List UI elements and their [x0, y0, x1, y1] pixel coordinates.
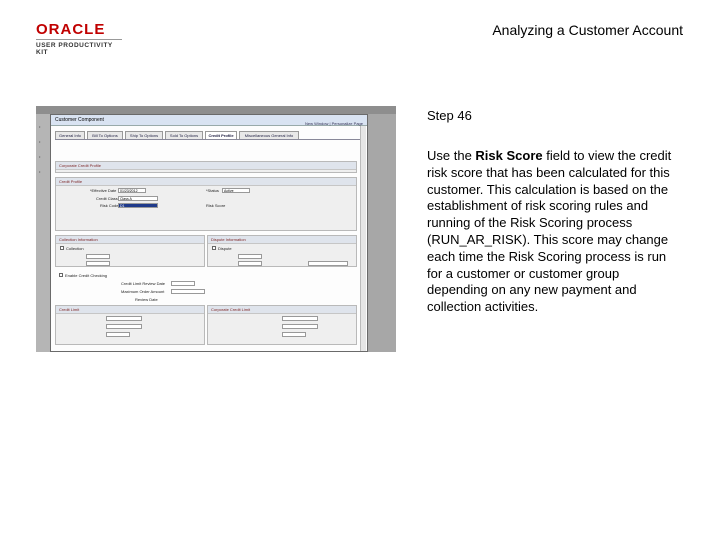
- enable-credit-checking-label: Enable Credit Checking: [65, 273, 108, 278]
- dispute-amount-field[interactable]: [308, 261, 348, 266]
- max-order-amount-field[interactable]: [171, 289, 205, 294]
- collection-info-header: Collection Information: [56, 236, 204, 244]
- customer-component-window: [50, 114, 368, 352]
- collection-checkbox[interactable]: [60, 246, 64, 250]
- step-number: Step 46: [427, 108, 472, 123]
- risk-code-select[interactable]: D1: [118, 203, 158, 208]
- enable-credit-checking-checkbox[interactable]: [59, 273, 63, 277]
- collection-info-section: [55, 235, 205, 267]
- step-desc-body: field to view the credit risk score that has been calculated for this customer. This calculation is based on the establishment of risk scoring rules and running of the Risk Scoring process (RUN_AR_RISK). This score may change each time the Risk Scoring process is run for a customer or customer group depending on any new payment and collection activities.: [427, 148, 672, 315]
- credit-profile-section: [55, 177, 357, 231]
- corporate-credit-limit-section: [207, 305, 357, 345]
- risk-code-label: Risk Code: [100, 203, 119, 208]
- risk-score-label: Risk Score: [206, 203, 226, 208]
- credit-class-label: Credit Class: [96, 196, 118, 201]
- dispute-info-header: Dispute Information: [208, 236, 356, 244]
- corporate-credit-section: [55, 161, 357, 173]
- step-desc-field-name: Risk Score: [475, 148, 543, 163]
- credit-limit-review-field[interactable]: [171, 281, 195, 286]
- effective-date-field[interactable]: 01/23/2012: [118, 188, 146, 193]
- credit-limit-section: [55, 305, 205, 345]
- tab-bar: [55, 129, 363, 140]
- side-marker: •: [39, 154, 41, 159]
- collection-date-field[interactable]: [86, 261, 110, 266]
- side-marker: •: [39, 124, 41, 129]
- window-top-links[interactable]: New Window | Personalize Page: [305, 121, 363, 126]
- side-marker: •: [39, 139, 41, 144]
- side-marker: •: [39, 169, 41, 174]
- credit-profile-header: Credit Profile: [56, 178, 356, 186]
- window-title: Customer Component: [51, 115, 367, 126]
- corporate-credit-limit-field[interactable]: [282, 316, 318, 321]
- dispute-info-section: [207, 235, 357, 267]
- corporate-credit-range-field[interactable]: [282, 324, 318, 329]
- document-title: Analyzing a Customer Account: [492, 22, 683, 38]
- tab-credit-profile[interactable]: Credit Profile: [205, 131, 237, 139]
- dispute-status-field[interactable]: [238, 254, 262, 259]
- collection-status-field[interactable]: [86, 254, 110, 259]
- credit-limit-range-field[interactable]: [106, 324, 142, 329]
- corporate-credit-limit-header: Corporate Credit Limit: [208, 306, 356, 314]
- collection-label: Collection: [66, 246, 84, 251]
- max-order-amount-label: Maximum Order Amount: [121, 289, 165, 294]
- window-scrollbar[interactable]: [360, 126, 366, 351]
- corporate-credit-header: Corporate Credit Profile: [56, 162, 356, 170]
- dispute-checkbox[interactable]: [212, 246, 216, 250]
- tab-sold-to-options[interactable]: Sold To Options: [165, 131, 203, 139]
- credit-limit-review-label: Credit Limit Review Date: [121, 281, 166, 286]
- screenshot-nav-bar: [36, 106, 396, 114]
- tab-misc-general-info[interactable]: Miscellaneous General Info: [239, 131, 299, 139]
- credit-class-select[interactable]: Class A: [118, 196, 158, 201]
- review-date-label: Review Date: [135, 297, 158, 302]
- dispute-label: Dispute: [218, 246, 232, 251]
- logo-divider: [36, 39, 122, 40]
- logo-product-text: USER PRODUCTIVITY KIT: [36, 42, 113, 56]
- credit-limit-date-field[interactable]: [106, 332, 130, 337]
- dispute-date-field[interactable]: [238, 261, 262, 266]
- corporate-credit-date-field[interactable]: [282, 332, 306, 337]
- screenshot-side-panel: [36, 114, 50, 352]
- application-screenshot: [36, 106, 396, 352]
- credit-limit-field[interactable]: [106, 316, 142, 321]
- status-label: *Status: [206, 188, 219, 193]
- tab-ship-to-options[interactable]: Ship To Options: [125, 131, 163, 139]
- status-select[interactable]: Active: [222, 188, 250, 193]
- tab-bill-to-options[interactable]: Bill To Options: [87, 131, 123, 139]
- logo-oracle-text: ORACLE: [36, 21, 106, 38]
- oracle-upk-logo: [36, 22, 126, 56]
- credit-limit-header: Credit Limit: [56, 306, 204, 314]
- step-desc-intro: Use the: [427, 148, 476, 163]
- step-description: [427, 148, 677, 316]
- tab-general-info[interactable]: General Info: [55, 131, 85, 139]
- effective-date-label: *Effective Date: [90, 188, 117, 193]
